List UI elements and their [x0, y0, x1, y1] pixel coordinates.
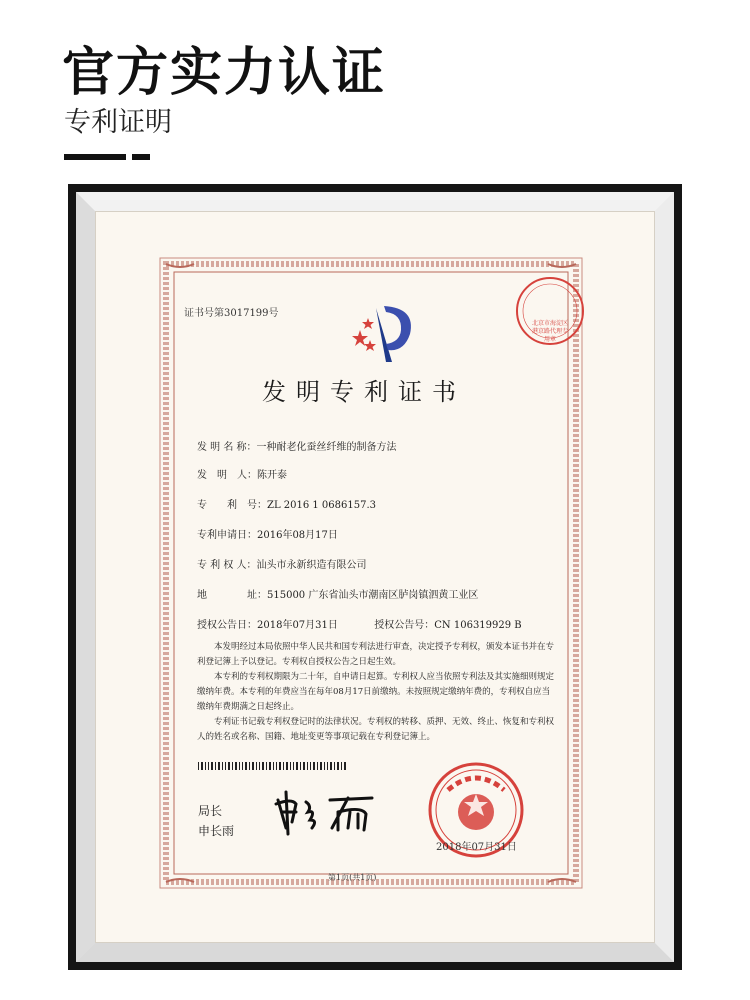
director-name: 申长雨 — [198, 824, 235, 838]
field-patent-number: 专 利 号：ZL 2016 1 0686157.3 — [197, 500, 377, 511]
field-filing-date: 专利申请日：2016年08月17日 — [197, 530, 338, 541]
page-subheading: 专利证明 — [64, 107, 172, 138]
certificate-body — [197, 640, 557, 745]
field-address: 地 址：515000 广东省汕头市潮南区胪岗镇泗黄工业区 — [197, 590, 479, 601]
patent-office-logo — [346, 300, 426, 370]
agency-seal-text: 北京市海淀区港京路代理专用章 — [531, 320, 568, 343]
director-signature — [272, 790, 382, 836]
patent-certificate — [96, 212, 654, 942]
body-paragraph-1: 本发明经过本局依照中华人民共和国专利法进行审查，决定授予专利权，颁发本证书并在专利登记簿上予以登记。专利权自授权公告之日起生效。 — [197, 642, 555, 667]
seal-date: 2018年07月31日 — [436, 842, 517, 853]
body-paragraph-3: 专利证书记载专利权登记时的法律状况。专利权的转移、质押、无效、终止、恢复和专利权人的姓名或名称、国籍、地址变更等事项记载在专利登记簿上。 — [197, 717, 555, 742]
certificate-number: 证书号第3017199号 — [184, 308, 279, 319]
barcode — [198, 762, 348, 770]
page-heading: 官方实力认证 — [62, 43, 387, 103]
field-patentee: 专 利 权 人：汕头市永新织造有限公司 — [197, 560, 367, 571]
director-title: 局长 — [198, 804, 223, 818]
page-number: 第1页(共1页) — [328, 873, 377, 882]
certificate-title: 发明专利证书 — [262, 378, 466, 406]
heading-underline — [64, 154, 126, 160]
field-grant: 授权公告日：2018年07月31日 授权公告号：CN 106319929 B — [197, 620, 522, 631]
field-inventor: 发 明 人：陈开泰 — [197, 470, 287, 481]
heading-underline-dash — [132, 154, 150, 160]
field-invention-name: 发 明 名 称：一种耐老化蚕丝纤维的制备方法 — [197, 442, 397, 453]
body-paragraph-2: 本专利的专利权期限为二十年，自申请日起算。专利权人应当依照专利法及其实施细则规定缴纳年费。本专利的年费应当在每年08月17日前缴纳。未按照规定缴纳年费的，专利权自应当缴纳年费期满之日起终止。 — [197, 672, 555, 712]
